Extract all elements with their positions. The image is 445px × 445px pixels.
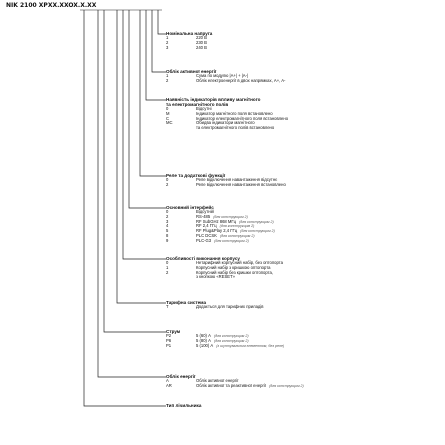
section-magnetic-indicators <box>166 97 441 131</box>
connector-nominal-voltage <box>158 10 166 34</box>
list-item: MC Обидва індикатори магнітного та електромагнітного полів встановлено <box>166 120 275 131</box>
connector-magnetic-indicators <box>146 10 166 100</box>
connector-case-features <box>123 10 166 259</box>
list-item: 3 RF SubGHz 868 МГц (для конструкцим 2) <box>166 218 274 224</box>
section-meter-type <box>166 403 441 408</box>
section-title: Тарифна система <box>166 300 207 305</box>
list-item: 2 Облік електроенергії в двох напрямках, A+, A- <box>166 77 286 83</box>
section-title: Основний інтерфейс <box>166 205 214 210</box>
product-code <box>6 2 96 9</box>
list-item: 4 RF 2,4 ГГц (для конструкцим 2) <box>166 223 255 229</box>
list-item: 1 220 В <box>166 35 207 40</box>
connector-main-interface <box>129 10 166 208</box>
section-title: Струм <box>166 329 181 334</box>
list-item: 0 Реле відключення навантаження відсутнє <box>166 177 278 182</box>
list-item: A Облік активної енергії <box>166 378 239 383</box>
list-item: 9 PLC-G3 (для конструкцим 2) <box>166 237 249 243</box>
list-item: P1 5 (100) А (з шунтувальним елементом, без реле) <box>166 342 285 348</box>
code-dot-1: . <box>57 2 60 9</box>
section-current <box>166 329 441 348</box>
list-item: M Індикатор магнітного поля встановлено <box>166 110 273 116</box>
code-seg-2100: 2100 <box>20 2 37 9</box>
list-item: C Індикатор електромагнітного поля встановлено <box>166 115 289 121</box>
section-title: Облік активної енергії <box>166 69 217 74</box>
code-seg-x: X <box>80 2 85 9</box>
connector-energy-accounting <box>98 10 166 377</box>
section-title: Реле та додаткові функції <box>166 173 226 178</box>
code-seg-xxox: XXOX <box>59 2 78 9</box>
section-tariff-system <box>166 300 441 310</box>
section-title: Номінальна напруга <box>166 31 213 36</box>
connector-current <box>104 10 166 332</box>
list-item: 1 Корпусний набір з кришкою оптопорта <box>166 264 271 270</box>
code-seg-nik: NIK <box>6 2 18 9</box>
code-dot-2: . <box>77 2 81 9</box>
section-main-interface <box>166 205 441 244</box>
list-item: 1 Сума по модулю |A+| + |A-| <box>166 73 249 78</box>
list-item: P2 5 (60) А (для конструкцим 2) <box>166 333 249 338</box>
list-item: AR Облік активної та реактивної енергії (для конструкцим 2) <box>166 382 304 388</box>
list-item: 2 230 В <box>166 39 207 45</box>
list-item: 2 RS-485 (для конструкцим 2) <box>166 213 248 219</box>
list-item: 8 PLC DCSK (для конструкцим 2) <box>166 232 255 238</box>
code-dot-3: . <box>84 2 88 9</box>
code-seg-xpxx: XPXX <box>38 2 58 9</box>
section-title: Облік енергії <box>166 374 196 379</box>
section-title: Наявність індикаторів впливу магнітного та електромагнітного полів <box>166 97 261 107</box>
list-item: 5 RF Plug&Play 2,4 ГГц (для конструкцим 2) <box>166 228 275 234</box>
section-nominal-voltage <box>166 31 441 50</box>
section-title: Тип лічильника <box>166 403 202 408</box>
list-item: T Додається для тарифних приладів <box>166 304 264 309</box>
list-item: P6 5 (80) А (для конструкцим 2) <box>166 337 249 343</box>
list-item: 2 Корпусний набір без кришки оптопорта, з кнопкою «RESET» <box>166 269 273 280</box>
section-title: Особливості виконання корпусу <box>166 256 240 261</box>
list-item: 0 Відсутній <box>166 209 214 214</box>
list-item: 2 Реле відключення навантаження встановлено <box>166 181 286 187</box>
connector-relay <box>140 10 166 176</box>
section-active-energy-accounting <box>166 69 441 84</box>
list-item: 3 240 В <box>166 44 207 50</box>
code-seg-xx: XX <box>87 2 97 9</box>
list-item: 0 Нетарифний корпусний набір, без оптопорта <box>166 260 283 265</box>
list-item: 0 Відсутні <box>166 106 212 111</box>
section-energy-accounting <box>166 374 441 389</box>
section-relay <box>166 173 441 188</box>
section-case-features <box>166 256 441 280</box>
connector-active-energy-accounting <box>152 10 166 72</box>
